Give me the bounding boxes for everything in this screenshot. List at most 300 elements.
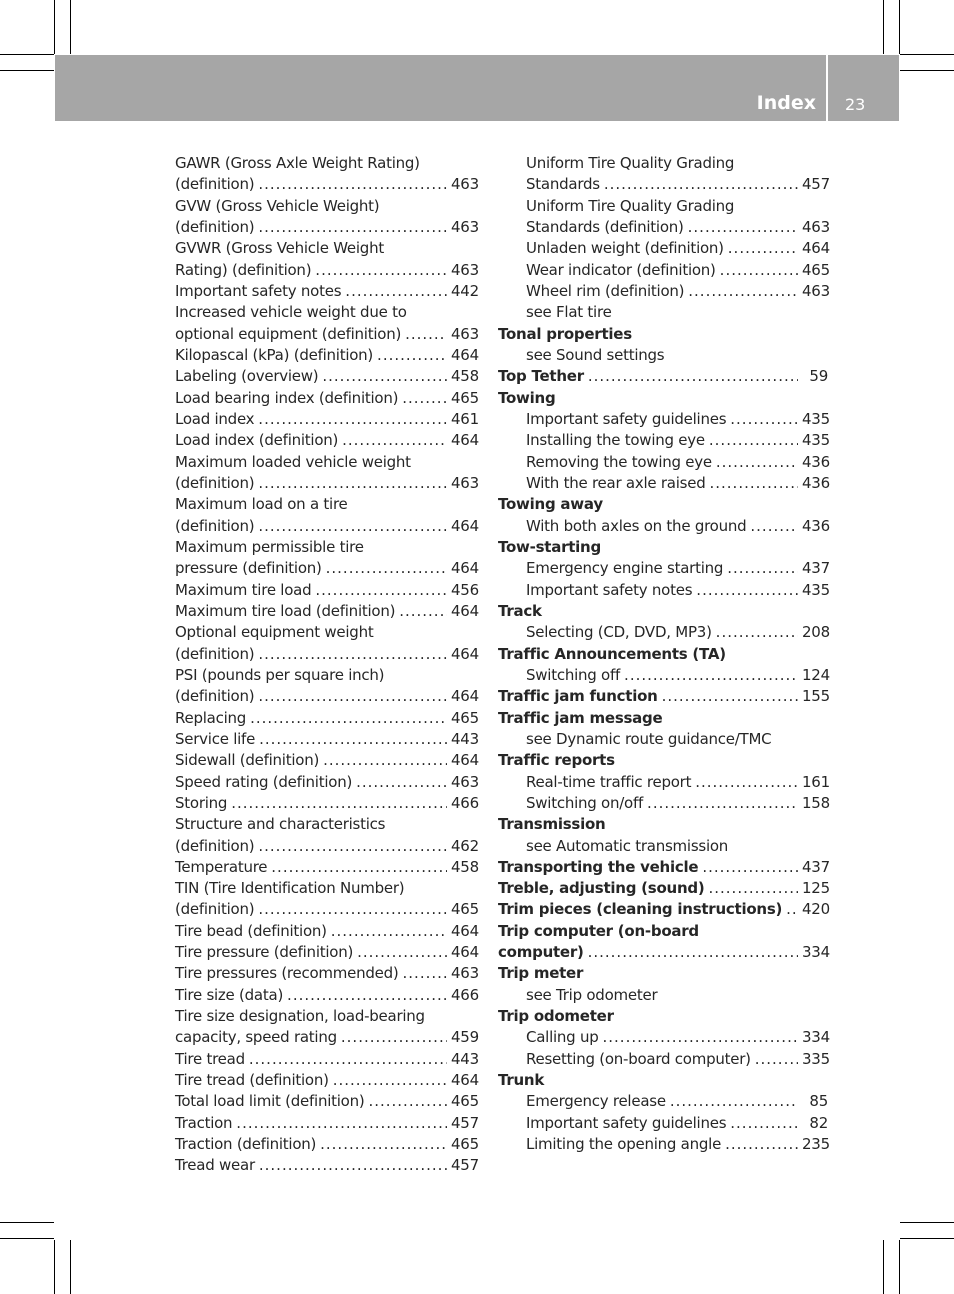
index-entry [175, 1155, 477, 1176]
index-entry-page: 161 [802, 772, 830, 791]
dot-leader [258, 686, 447, 707]
index-entry-text: GVWR (Gross Vehicle Weight [175, 239, 384, 258]
index-entry-page: 464 [451, 345, 479, 364]
index-entry-page: 436 [802, 452, 830, 471]
dot-leader [604, 174, 798, 195]
index-entry-page: 459 [451, 1028, 479, 1047]
index-entry [498, 1027, 828, 1048]
index-entry [498, 686, 828, 707]
index-entry-text: (definition) [175, 516, 255, 535]
dot-leader [695, 772, 798, 793]
index-entry-text: Removing the towing eye [526, 452, 712, 471]
index-entry-page: 457 [451, 1113, 479, 1132]
dot-leader [271, 857, 447, 878]
index-entry [498, 174, 828, 195]
index-entry [175, 558, 477, 579]
index-entry-text: Tire pressures (recommended) [175, 964, 399, 983]
index-entry [498, 772, 828, 793]
dot-leader [720, 260, 798, 281]
index-entry [175, 1134, 477, 1155]
index-entry [498, 878, 828, 899]
dot-leader [730, 1113, 798, 1134]
index-entry-page: 463 [451, 217, 479, 236]
index-entry-page: 464 [451, 431, 479, 450]
index-entry-text: Resetting (on-board computer) [526, 1049, 751, 1068]
index-entry-text: Trim pieces (cleaning instructions) [498, 900, 783, 919]
index-entry [175, 942, 477, 963]
dot-leader [320, 1134, 447, 1155]
index-entry-page: 435 [802, 431, 830, 450]
index-entry-text: Uniform Tire Quality Grading [526, 196, 735, 215]
dot-leader [259, 1155, 447, 1176]
index-entry-text: (definition) [175, 473, 255, 492]
index-entry [175, 324, 477, 345]
index-entry-text: Optional equipment weight [175, 623, 374, 642]
index-entry [175, 174, 477, 195]
index-entry [175, 153, 477, 174]
index-entry [175, 708, 477, 729]
index-entry-page: 464 [451, 943, 479, 962]
dot-leader [403, 963, 447, 984]
index-entry-text: Load bearing index (definition) [175, 388, 399, 407]
dot-leader [603, 1027, 799, 1048]
index-entry [175, 963, 477, 984]
index-entry-text: Tire size designation, load-bearing [175, 1007, 425, 1026]
dot-leader [786, 899, 798, 920]
dot-leader [624, 665, 798, 686]
index-entry [175, 601, 477, 622]
index-entry-text: Rating) (definition) [175, 260, 312, 279]
index-entry [498, 153, 828, 174]
index-entry-text: (definition) [175, 175, 255, 194]
index-entry-text: Important safety notes [526, 580, 693, 599]
dot-leader [250, 708, 447, 729]
index-entry-text: Tire tread [175, 1049, 245, 1068]
page-number: 23 [845, 95, 866, 114]
index-entry [498, 1113, 828, 1134]
index-entry-text: Load index (definition) [175, 431, 339, 450]
index-entry-page: 463 [451, 175, 479, 194]
crop-mark [883, 1240, 884, 1294]
index-entry-text: Maximum tire load (definition) [175, 601, 396, 620]
index-entry-text: Traction (definition) [175, 1135, 317, 1154]
index-entry-text: Tire pressure (definition) [175, 943, 354, 962]
dot-leader [716, 452, 798, 473]
index-entry [175, 1006, 477, 1027]
index-entry-text: (definition) [175, 644, 255, 663]
index-entry-text: GVW (Gross Vehicle Weight) [175, 196, 380, 215]
index-entry-text: Trunk [498, 1071, 545, 1090]
index-entry-text: Track [498, 601, 542, 620]
index-entry-page: 463 [451, 260, 479, 279]
dot-leader [323, 750, 447, 771]
index-entry [175, 857, 477, 878]
index-entry-page: 464 [451, 751, 479, 770]
index-entry-page: 465 [451, 1135, 479, 1154]
index-column-left [175, 153, 477, 1177]
index-entry [498, 537, 828, 558]
index-entry-page: 335 [802, 1049, 830, 1068]
index-entry-text: Traction [175, 1113, 233, 1132]
index-entry [175, 217, 477, 238]
index-entry-text: GAWR (Gross Axle Weight Rating) [175, 154, 420, 172]
dot-leader [236, 1113, 447, 1134]
dot-leader [402, 388, 447, 409]
index-entry [175, 729, 477, 750]
index-entry [498, 1134, 828, 1155]
index-entry-text: Kilopascal (kPa) (definition) [175, 345, 374, 364]
index-entry [498, 238, 828, 259]
dot-leader [249, 1049, 447, 1070]
index-entry-page: 463 [451, 324, 479, 343]
index-entry [498, 665, 828, 686]
index-entry-text: Towing [498, 388, 556, 407]
index-entry [498, 1091, 828, 1112]
index-entry [175, 516, 477, 537]
dot-leader [588, 366, 798, 387]
dot-leader [258, 174, 447, 195]
index-entry [175, 238, 477, 259]
index-entry [175, 836, 477, 857]
dot-leader [368, 1091, 447, 1112]
index-entry-page: 435 [802, 409, 830, 428]
index-entry [175, 580, 477, 601]
index-entry-text: Storing [175, 793, 228, 812]
index-entry-page: 436 [802, 473, 830, 492]
index-entry [175, 665, 477, 686]
index-entry-text: Trip meter [498, 964, 584, 983]
index-entry-text: Speed rating (definition) [175, 772, 353, 791]
crop-mark [900, 70, 954, 71]
dot-leader [716, 622, 798, 643]
dot-leader [588, 942, 798, 963]
index-entry-text: Tire size (data) [175, 985, 284, 1004]
index-entry-text: Tow-starting [498, 537, 601, 556]
index-entry [498, 345, 828, 366]
index-entry-text: see Dynamic route guidance/TMC [526, 729, 772, 748]
index-entry-text: With the rear axle raised [526, 473, 706, 492]
index-entry-page: 461 [451, 409, 479, 428]
dot-leader [326, 558, 447, 579]
dot-leader [345, 281, 447, 302]
index-entry [175, 409, 477, 430]
dot-leader [322, 366, 447, 387]
index-entry-page: 437 [802, 857, 830, 876]
index-entry [498, 729, 828, 750]
index-entry-text: Unladen weight (definition) [526, 239, 724, 258]
index-entry-page: 208 [802, 623, 830, 642]
index-entry [498, 708, 828, 729]
dot-leader [331, 921, 447, 942]
index-entry [498, 857, 828, 878]
index-column-right [498, 153, 828, 1155]
index-entry-text: Traffic reports [498, 751, 615, 770]
index-entry [175, 985, 477, 1006]
dot-leader [377, 345, 447, 366]
index-entry [498, 942, 828, 963]
header-divider [826, 55, 828, 121]
index-entry [175, 430, 477, 451]
index-entry [498, 324, 828, 345]
index-entry [498, 1006, 828, 1027]
index-entry-text: With both axles on the ground [526, 516, 747, 535]
index-entry-text: (definition) [175, 836, 255, 855]
dot-leader [688, 217, 798, 238]
index-entry-page: 465 [451, 900, 479, 919]
index-entry [175, 1070, 477, 1091]
index-entry-page: 465 [451, 708, 479, 727]
index-entry-page: 125 [802, 879, 830, 898]
crop-mark [899, 1240, 900, 1294]
index-entry-page: 442 [451, 281, 479, 300]
index-entry-text: Important safety guidelines [526, 1113, 727, 1132]
index-entry [175, 921, 477, 942]
index-entry-text: capacity, speed rating [175, 1028, 337, 1047]
dot-leader [405, 324, 447, 345]
dot-leader [356, 772, 447, 793]
index-entry [175, 494, 477, 515]
index-entry [175, 878, 477, 899]
dot-leader [258, 409, 447, 430]
index-entry-page: 456 [451, 580, 479, 599]
index-entry-text: Maximum permissible tire [175, 537, 364, 556]
index-entry-page: 465 [451, 388, 479, 407]
dot-leader [702, 857, 798, 878]
index-entry [498, 558, 828, 579]
index-entry [175, 260, 477, 281]
index-entry [175, 814, 477, 835]
index-entry-text: Tire bead (definition) [175, 921, 327, 940]
index-entry-text: computer) [498, 943, 584, 962]
dot-leader [696, 580, 798, 601]
crop-mark [900, 1222, 954, 1223]
index-entry-page: 464 [451, 687, 479, 706]
index-entry-text: Traffic jam message [498, 708, 663, 727]
dot-leader [728, 238, 798, 259]
dot-leader [333, 1070, 447, 1091]
index-entry-page: 464 [451, 1071, 479, 1090]
dot-leader [258, 217, 447, 238]
index-entry-page: 155 [802, 687, 830, 706]
index-entry-page: 464 [451, 559, 479, 578]
crop-mark [54, 1240, 55, 1294]
index-entry-text: Maximum load on a tire [175, 495, 348, 514]
index-entry [175, 537, 477, 558]
dot-leader [342, 430, 447, 451]
index-entry [498, 921, 828, 942]
dot-leader [730, 409, 798, 430]
index-entry [175, 345, 477, 366]
index-entry-text: Trip computer (on-board [498, 921, 699, 940]
dot-leader [258, 516, 447, 537]
crop-mark [899, 0, 900, 54]
index-entry-text: optional equipment (definition) [175, 324, 402, 343]
index-entry [175, 686, 477, 707]
dot-leader [259, 729, 447, 750]
index-entry [175, 622, 477, 643]
index-entry-page: 82 [809, 1113, 828, 1132]
crop-mark [900, 54, 954, 55]
index-entry-text: Total load limit (definition) [175, 1092, 365, 1111]
index-entry [175, 366, 477, 387]
index-entry-page: 334 [802, 943, 830, 962]
index-entry [498, 196, 828, 217]
index-entry-text: TIN (Tire Identification Number) [175, 879, 405, 898]
index-entry [175, 899, 477, 920]
crop-mark [70, 1240, 71, 1294]
index-entry-page: 463 [451, 964, 479, 983]
index-entry-page: 59 [809, 367, 828, 386]
index-entry-page: 464 [451, 516, 479, 535]
index-entry-text: Towing away [498, 495, 603, 514]
index-entry-text: Treble, adjusting (sound) [498, 879, 705, 898]
index-entry-text: Tread wear [175, 1156, 255, 1175]
index-entry-page: 443 [451, 1049, 479, 1068]
index-entry-text: Replacing [175, 708, 247, 727]
index-entry-text: (definition) [175, 217, 255, 236]
index-entry [498, 985, 828, 1006]
index-entry-text: Emergency release [526, 1092, 666, 1111]
index-entry-text: Maximum tire load [175, 580, 312, 599]
index-entry [498, 793, 828, 814]
dot-leader [755, 1049, 798, 1070]
index-entry [498, 260, 828, 281]
section-title: Index [756, 92, 816, 114]
dot-leader [315, 580, 447, 601]
index-entry-text: Wear indicator (definition) [526, 260, 716, 279]
index-entry [175, 793, 477, 814]
dot-leader [258, 836, 447, 857]
index-entry-text: Structure and characteristics [175, 815, 386, 834]
index-entry-page: 463 [802, 217, 830, 236]
index-entry-text: Transmission [498, 815, 606, 834]
index-entry-page: 464 [451, 644, 479, 663]
index-entry-page: 466 [451, 793, 479, 812]
index-entry-text: Emergency engine starting [526, 559, 724, 578]
index-entry [175, 302, 477, 323]
dot-leader [258, 644, 447, 665]
index-entry-text: Labeling (overview) [175, 367, 319, 386]
index-entry [498, 409, 828, 430]
index-entry [498, 963, 828, 984]
index-entry-text: Real-time traffic report [526, 772, 692, 791]
index-entry-text: Standards (definition) [526, 217, 684, 236]
index-entry [498, 622, 828, 643]
index-entry [175, 452, 477, 473]
index-entry-page: 465 [802, 260, 830, 279]
index-entry-text: Tonal properties [498, 324, 632, 343]
index-entry [498, 302, 828, 323]
dot-leader [647, 793, 798, 814]
index-entry-text: pressure (definition) [175, 559, 322, 578]
index-entry-text: (definition) [175, 687, 255, 706]
index-entry [498, 281, 828, 302]
index-entry [498, 217, 828, 238]
index-entry-text: PSI (pounds per square inch) [175, 665, 385, 684]
dot-leader [231, 793, 447, 814]
index-entry-text: Trip odometer [498, 1007, 614, 1026]
index-entry-text: (definition) [175, 900, 255, 919]
index-entry [175, 1091, 477, 1112]
index-entry-page: 437 [802, 559, 830, 578]
index-entry-text: Uniform Tire Quality Grading [526, 154, 735, 172]
index-entry-page: 435 [802, 580, 830, 599]
crop-mark [70, 0, 71, 54]
index-entry-text: Selecting (CD, DVD, MP3) [526, 623, 712, 642]
index-entry-text: Switching off [526, 665, 621, 684]
dot-leader [670, 1091, 798, 1112]
dot-leader [750, 516, 798, 537]
index-entry [498, 814, 828, 835]
index-entry [498, 1070, 828, 1091]
index-entry [498, 473, 828, 494]
index-entry-text: Top Tether [498, 367, 584, 386]
dot-leader [341, 1027, 447, 1048]
dot-leader [315, 260, 447, 281]
index-entry-text: Installing the towing eye [526, 431, 705, 450]
index-entry [498, 366, 828, 387]
index-entry-page: 458 [451, 857, 479, 876]
dot-leader [709, 473, 798, 494]
index-entry [498, 899, 828, 920]
index-entry-page: 463 [451, 473, 479, 492]
index-entry [498, 580, 828, 601]
index-entry-text: Switching on/off [526, 793, 644, 812]
dot-leader [709, 430, 798, 451]
index-entry [175, 750, 477, 771]
index-entry-page: 457 [802, 175, 830, 194]
index-entry-text: Load index [175, 409, 255, 428]
index-entry [498, 388, 828, 409]
index-entry-page: 436 [802, 516, 830, 535]
crop-mark [54, 0, 55, 54]
dot-leader [725, 1134, 798, 1155]
index-entry-page: 443 [451, 729, 479, 748]
index-entry [175, 388, 477, 409]
index-entry-text: Temperature [175, 857, 268, 876]
dot-leader [258, 899, 447, 920]
index-entry-text: Increased vehicle weight due to [175, 303, 407, 322]
dot-leader [357, 942, 447, 963]
crop-mark [900, 1238, 954, 1239]
index-entry-text: Traffic Announcements (TA) [498, 644, 726, 663]
index-entry [498, 644, 828, 665]
index-entry-text: Transporting the vehicle [498, 857, 699, 876]
index-entry [175, 473, 477, 494]
index-entry-page: 124 [802, 665, 830, 684]
index-entry [175, 1027, 477, 1048]
dot-leader [688, 281, 798, 302]
index-entry-text: Wheel rim (definition) [526, 281, 685, 300]
crop-mark [0, 70, 54, 71]
index-entry-text: Important safety notes [175, 281, 342, 300]
index-entry [498, 601, 828, 622]
index-entry-text: see Sound settings [526, 345, 665, 364]
dot-leader [708, 878, 798, 899]
index-entry-text: Limiting the opening angle [526, 1135, 722, 1154]
index-entry [498, 494, 828, 515]
crop-mark [0, 54, 54, 55]
index-entry-page: 464 [451, 921, 479, 940]
index-entry-text: Traffic jam function [498, 687, 658, 706]
index-entry-text: Important safety guidelines [526, 409, 727, 428]
index-entry-text: Calling up [526, 1028, 599, 1047]
index-entry [175, 1049, 477, 1070]
index-entry [175, 196, 477, 217]
crop-mark [0, 1238, 54, 1239]
index-entry-text: see Flat tire [526, 303, 612, 322]
index-entry-page: 463 [802, 281, 830, 300]
